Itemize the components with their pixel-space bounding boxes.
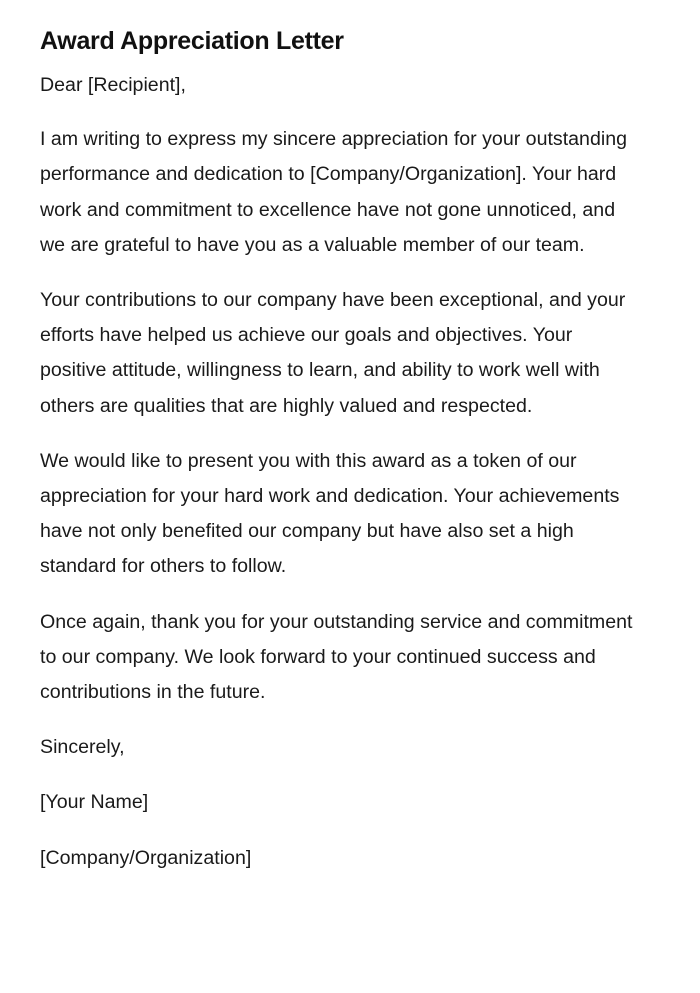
signature-name: [Your Name] bbox=[40, 791, 149, 814]
closing: Sincerely, bbox=[40, 736, 125, 759]
body-paragraph-1: I am writing to express my sincere appreciation for your outstanding performance and dedication to [Company/Organization]. Your hard work and commitment to excellence have not gone unnoticed, and we are grateful to have you as a valuable member of our team. bbox=[40, 128, 627, 256]
body-paragraph-3: We would like to present you with this award as a token of our appreciation for your hard work and dedication. Your achievements have not only benefited our company but have also set a high standard for others to follow. bbox=[40, 449, 620, 578]
letter-document bbox=[40, 22, 640, 876]
greeting: Dear [Recipient], bbox=[40, 74, 186, 96]
body-paragraph-2: Your contributions to our company have been exceptional, and your efforts have helped us achieve our goals and objectives. Your positive attitude, willingness to learn, and ability to work well with others are qualities that are highly valued and respected. bbox=[40, 289, 626, 417]
body-paragraph-4: Once again, thank you for your outstanding service and commitment to our company. We look forward to your continued success and contributions in the future. bbox=[40, 610, 633, 704]
signature-organization: [Company/Organization] bbox=[40, 846, 252, 869]
document-title: Award Appreciation Letter bbox=[40, 27, 344, 55]
